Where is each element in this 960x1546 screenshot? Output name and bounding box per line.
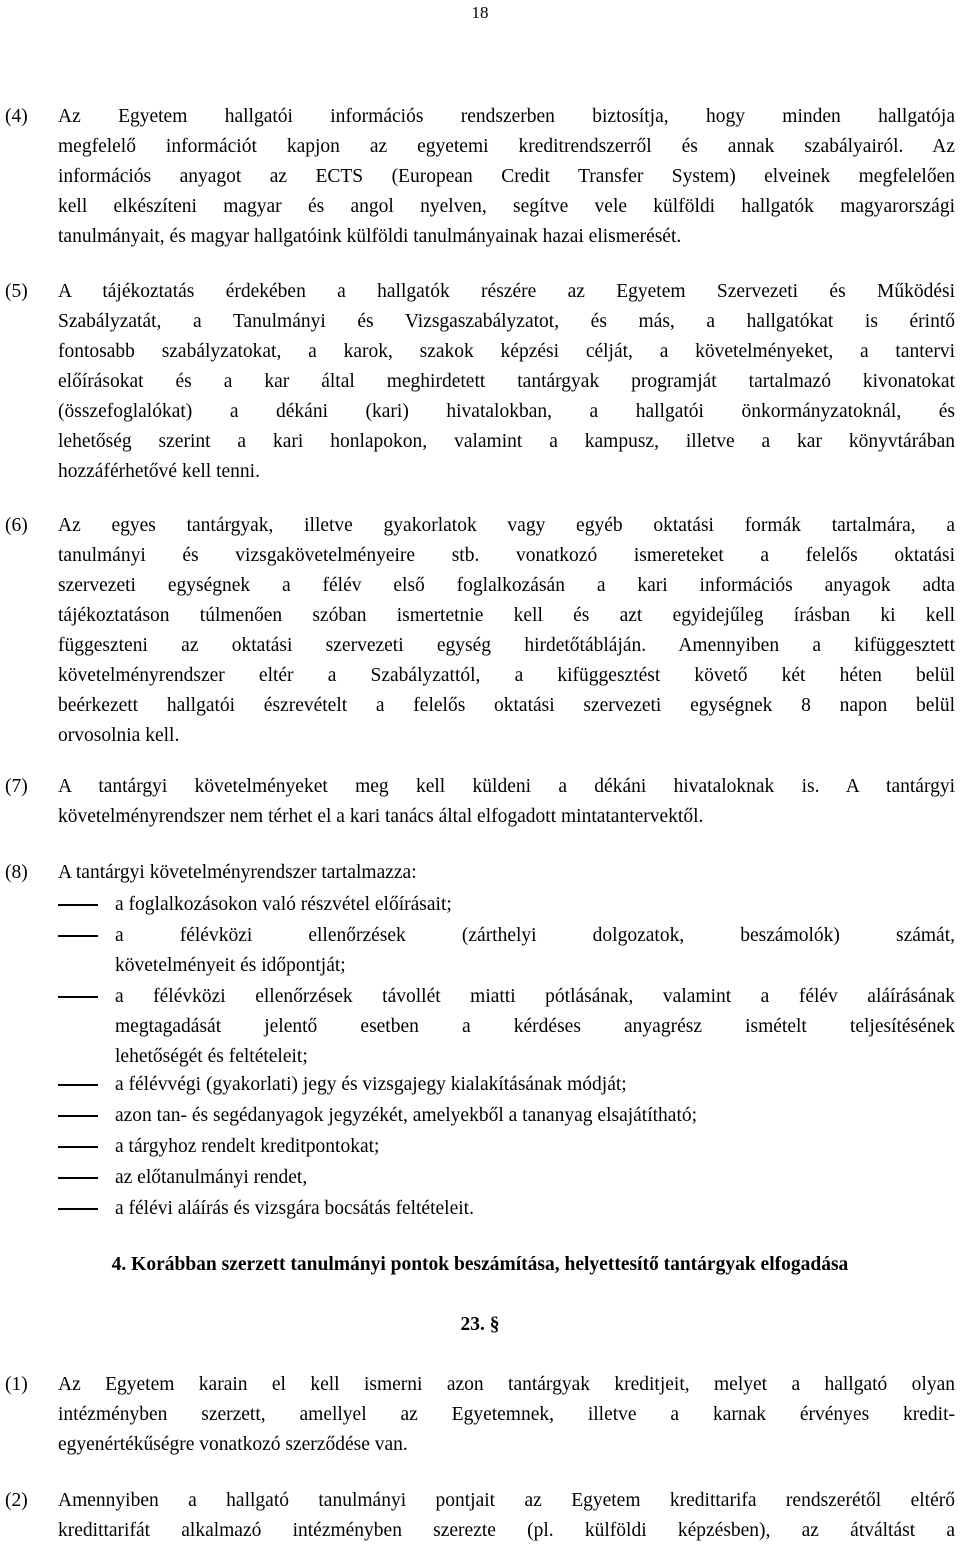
text-line: egyenértékűségre vonatkozó szerződése van. <box>58 1434 408 1455</box>
text-line: Amennyiben a hallgató tanulmányi pontjait az Egyetem kredittarifa rendszerétől eltérő <box>58 1490 955 1511</box>
text-line: kell elkészíteni magyar és angol nyelven, segítve vele külföldi hallgatók magyarországi <box>58 196 955 217</box>
list-intro: A tantárgyi követelményrendszer tartalmazza: <box>58 862 417 883</box>
text-line: beérkezett hallgatói észrevételt a felelős oktatási szervezeti egységnek 8 napon belül <box>58 695 955 716</box>
text-line: A tájékoztatás érdekében a hallgatók részére az Egyetem Szervezeti és Működési <box>58 281 955 302</box>
text-line: a tárgyhoz rendelt kreditpontokat; <box>115 1136 380 1157</box>
text-line: intézményben szerzett, amellyel az Egyetemnek, illetve a karnak érvényes kredit- <box>58 1404 955 1425</box>
dash-bullet <box>58 1146 98 1148</box>
text-line: lehetőség szerint a kari honlapokon, valamint a kampusz, illetve a kar könyvtárában <box>58 431 955 452</box>
paragraph-number: (8) <box>5 862 28 883</box>
section-number: 23. § <box>460 1314 500 1335</box>
text-line: követelményrendszer nem térhet el a kari tanács által elfogadott mintatantervektől. <box>58 806 704 827</box>
text-line: Az egyes tantárgyak, illetve gyakorlatok vagy egyéb oktatási formák tartalmára, a <box>58 515 955 536</box>
paragraph-number: (1) <box>5 1374 28 1395</box>
text-line: a félévvégi (gyakorlati) jegy és vizsgajegy kialakításának módját; <box>115 1074 627 1095</box>
text-line: a félévközi ellenőrzések (zárthelyi dolgozatok, beszámolók) számát, <box>115 925 955 946</box>
dash-bullet <box>58 1208 98 1210</box>
dash-bullet <box>58 1177 98 1179</box>
paragraph-number: (4) <box>5 106 28 127</box>
dash-bullet <box>58 1084 98 1086</box>
text-line: (összefoglalókat) a dékáni (kari) hivatalokban, a hallgatói önkormányzatoknál, és <box>58 401 955 422</box>
text-line: tájékoztatáson túlmenően szóban ismertetnie kell és azt egyidejűleg írásban ki kell <box>58 605 955 626</box>
text-line: lehetőségét és feltételeit; <box>115 1046 308 1067</box>
text-line: fontosabb szabályzatokat, a karok, szakok képzési célját, a követelményeket, a tantervi <box>58 341 955 362</box>
text-line: kredittarifát alkalmazó intézményben szerezte (pl. külföldi képzésben), az átváltást a <box>58 1520 955 1541</box>
text-line: megfelelő információt kapjon az egyetemi kreditrendszerről és annak szabályairól. Az <box>58 136 955 157</box>
text-line: Szabályzatát, a Tanulmányi és Vizsgaszabályzatot, és más, a hallgatókat is érintő <box>58 311 955 332</box>
paragraph-number: (6) <box>5 515 28 536</box>
text-line: információs anyagot az ECTS (European Credit Transfer System) elveinek megfelelően <box>58 166 955 187</box>
paragraph-number: (2) <box>5 1490 28 1511</box>
dash-bullet <box>58 904 98 906</box>
paragraph-number: (7) <box>5 776 28 797</box>
text-line: Az Egyetem hallgatói információs rendszerben biztosítja, hogy minden hallgatója <box>58 106 955 127</box>
text-line: a félévi aláírás és vizsgára bocsátás feltételeit. <box>115 1198 474 1219</box>
text-line: függeszteni az oktatási szervezeti egység hirdetőtábláján. Amennyiben a kifüggesztett <box>58 635 955 656</box>
dash-bullet <box>58 1115 98 1117</box>
text-line: a félévközi ellenőrzések távollét miatti pótlásának, valamint a félév aláírásának <box>115 986 955 1007</box>
text-line: megtagadását jelentő esetben a kérdéses anyagrész ismételt teljesítésének <box>115 1016 955 1037</box>
dash-bullet <box>58 996 98 998</box>
dash-bullet <box>58 935 98 937</box>
text-line: tanulmányait, és magyar hallgatóink külföldi tanulmányainak hazai elismerését. <box>58 226 682 247</box>
text-line: követelményrendszer eltér a Szabályzattól, a kifüggesztést követő két héten belül <box>58 665 955 686</box>
text-line: az előtanulmányi rendet, <box>115 1167 308 1188</box>
text-line: azon tan- és segédanyagok jegyzékét, amelyekből a tananyag elsajátítható; <box>115 1105 698 1126</box>
chapter-heading: 4. Korábban szerzett tanulmányi pontok beszámítása, helyettesítő tantárgyak elfogadása <box>111 1254 849 1275</box>
text-line: hozzáférhetővé kell tenni. <box>58 461 260 482</box>
page-number: 18 <box>471 3 489 22</box>
text-line: orvosolnia kell. <box>58 725 180 746</box>
text-line: a foglalkozásokon való részvétel előírásait; <box>115 894 452 915</box>
text-line: tanulmányi és vizsgakövetelményeire stb. vonatkozó ismereteket a felelős oktatási <box>58 545 955 566</box>
text-line: előírásokat és a kar által meghirdetett tantárgyak programját tartalmazó kivonatokat <box>58 371 955 392</box>
text-line: szervezeti egységnek a félév első foglalkozásán a kari információs anyagok adta <box>58 575 955 596</box>
text-line: A tantárgyi követelményeket meg kell küldeni a dékáni hivataloknak is. A tantárgyi <box>58 776 955 797</box>
text-line: Az Egyetem karain el kell ismerni azon tantárgyak kreditjeit, melyet a hallgató olyan <box>58 1374 955 1395</box>
paragraph-number: (5) <box>5 281 28 302</box>
text-line: követelményeit és időpontját; <box>115 955 346 976</box>
